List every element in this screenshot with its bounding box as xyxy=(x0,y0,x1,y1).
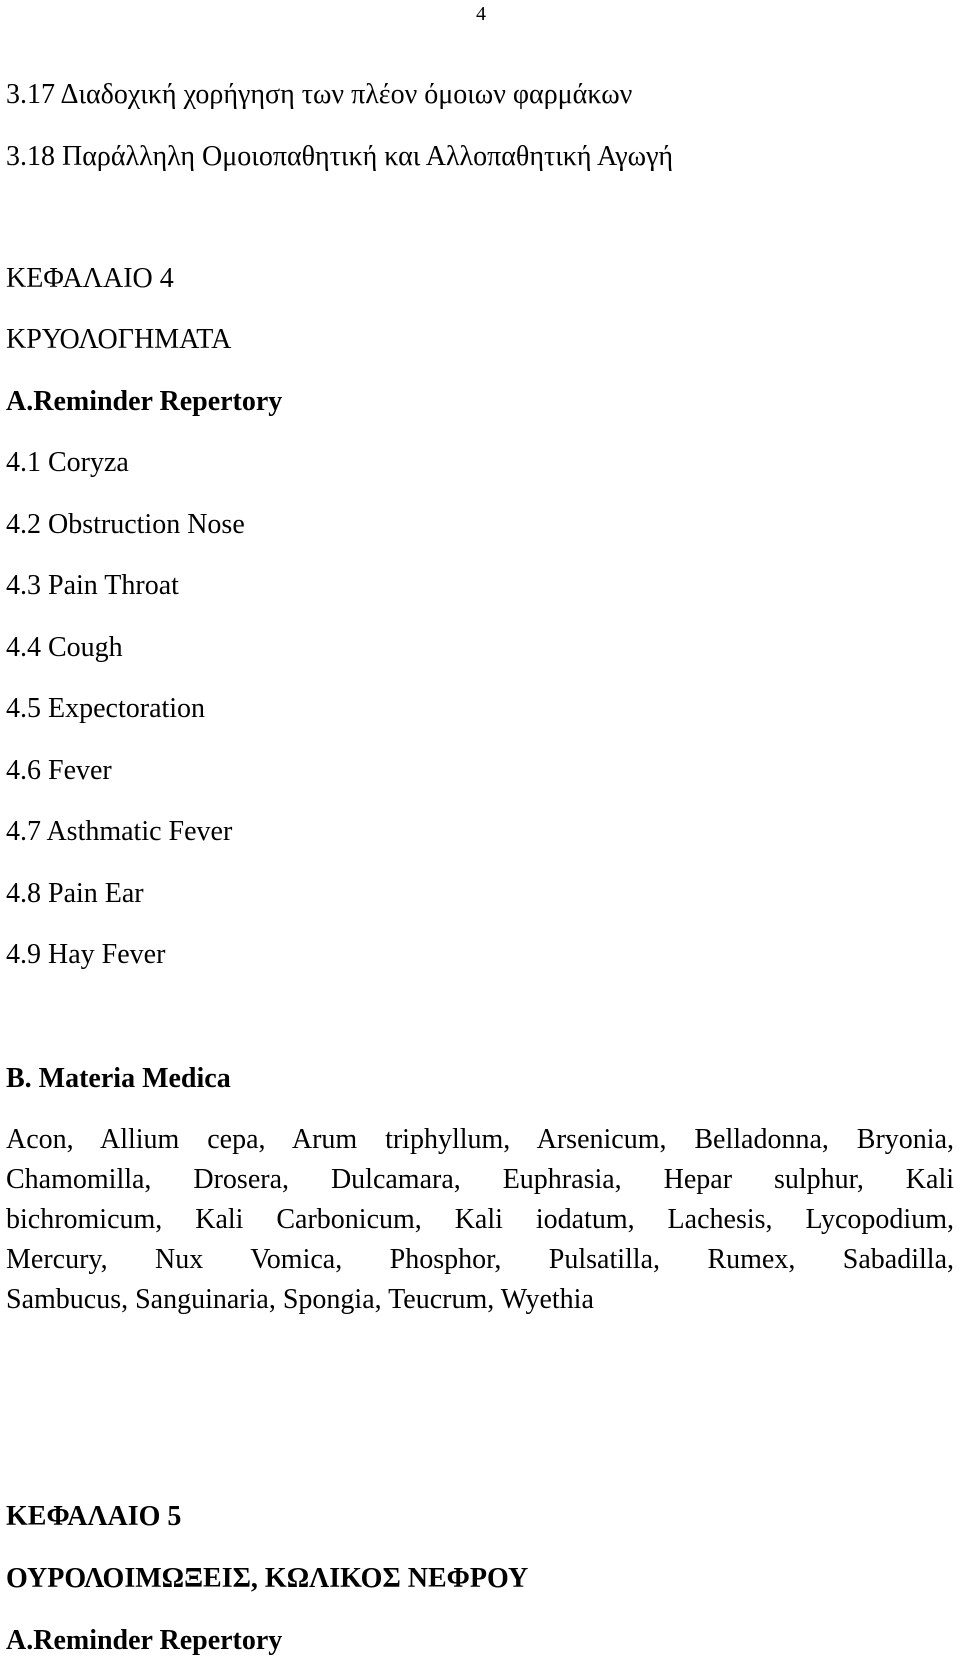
toc-item-4-1: 4.1 Coryza xyxy=(6,447,129,478)
toc-line-3-18: 3.18 Παράλληλη Ομοιοπαθητική και Αλλοπαθητική Αγωγή xyxy=(6,141,674,172)
toc-item-4-4: 4.4 Cough xyxy=(6,632,123,663)
toc-item-4-2: 4.2 Obstruction Nose xyxy=(6,509,245,540)
chapter-5-heading: ΚΕΦΑΛΑΙΟ 5 xyxy=(6,1501,182,1532)
toc-item-4-3: 4.3 Pain Throat xyxy=(6,570,179,601)
toc-item-4-8: 4.8 Pain Ear xyxy=(6,878,144,909)
chapter-4-section-b: B. Materia Medica xyxy=(6,1063,231,1094)
materia-medica-line: Mercury, Nux Vomica, Phosphor, Pulsatilla, Rumex, Sabadilla, xyxy=(6,1244,954,1275)
chapter-4-title: ΚΡΥΟΛΟΓΗΜΑΤΑ xyxy=(6,324,232,355)
materia-medica-line: Sambucus, Sanguinaria, Spongia, Teucrum, Wyethia xyxy=(6,1284,594,1315)
toc-item-4-5: 4.5 Expectoration xyxy=(6,693,206,724)
chapter-5-title: ΟΥΡΟΛΟΙΜΩΞΕΙΣ, ΚΩΛΙΚΟΣ ΝΕΦΡΟΥ xyxy=(6,1563,529,1594)
toc-item-4-6: 4.6 Fever xyxy=(6,755,112,786)
materia-medica-paragraph xyxy=(6,1120,954,1320)
page-number: 4 xyxy=(476,3,486,25)
materia-medica-line: Chamomilla, Drosera, Dulcamara, Euphrasia, Hepar sulphur, Kali xyxy=(6,1164,954,1195)
chapter-5-section-a: A.Reminder Repertory xyxy=(6,1625,283,1656)
materia-medica-line: bichromicum, Kali Carbonicum, Kali iodatum, Lachesis, Lycopodium, xyxy=(6,1204,954,1235)
toc-item-4-7: 4.7 Asthmatic Fever xyxy=(6,816,233,847)
toc-item-4-9: 4.9 Hay Fever xyxy=(6,939,166,970)
chapter-4-heading: ΚΕΦΑΛΑΙΟ 4 xyxy=(6,263,174,294)
materia-medica-line: Acon, Allium cepa, Arum triphyllum, Arsenicum, Belladonna, Bryonia, xyxy=(6,1124,954,1155)
chapter-4-section-a: A.Reminder Repertory xyxy=(6,386,283,417)
toc-line-3-17: 3.17 Διαδοχική χορήγηση των πλέον όμοιων φαρμάκων xyxy=(6,79,633,110)
